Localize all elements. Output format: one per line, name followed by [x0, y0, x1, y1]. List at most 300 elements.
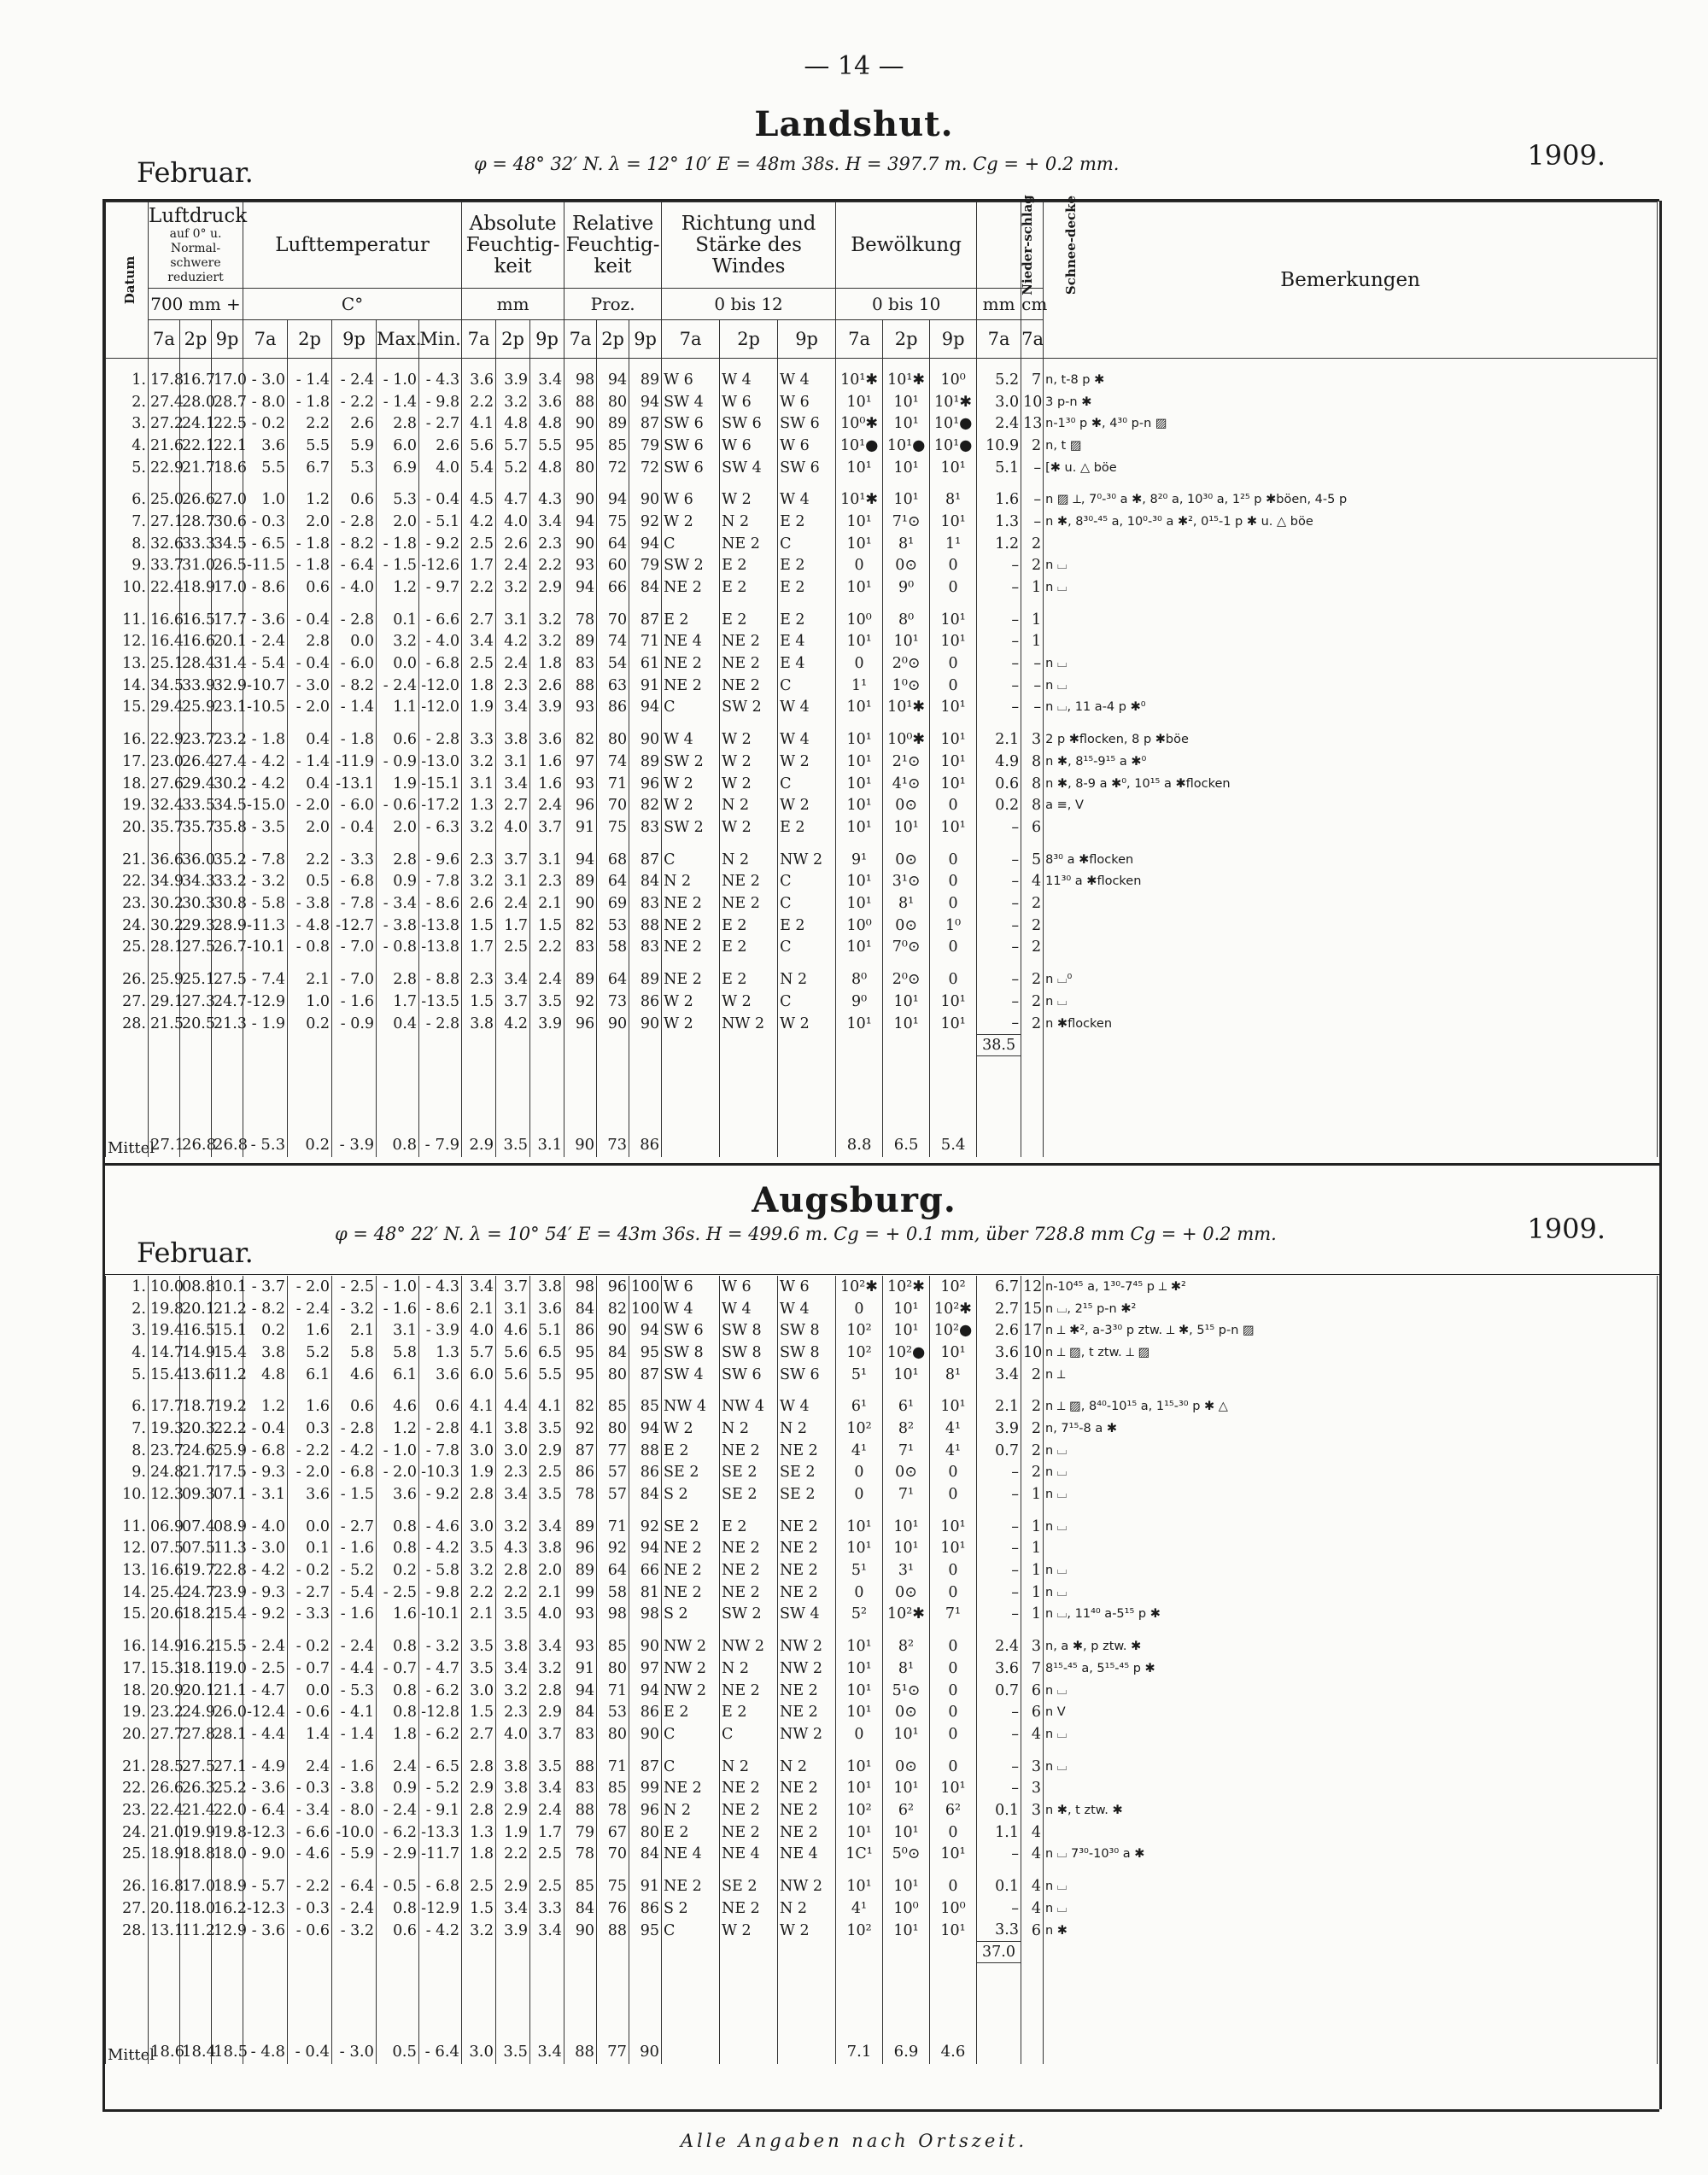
wind-7a: NW 2	[662, 1635, 720, 1658]
cloud-9p: 0	[930, 937, 977, 959]
space-cell	[462, 1963, 496, 2032]
lufttemp-time-t2: 2p	[288, 320, 332, 359]
wind-7a: SW 2	[662, 816, 720, 839]
wind-9p: E 4	[778, 631, 836, 653]
temp-min: - 9.8	[419, 1582, 462, 1604]
temp-9p: - 1.6	[332, 991, 377, 1013]
date: 12.	[106, 1538, 149, 1560]
luftdruck-9p: 34.5	[212, 794, 243, 816]
gap-cell	[332, 1625, 377, 1635]
coords-landshut: φ = 48° 32′ N. λ = 12° 10′ E = 48m 38s. H = 397.7 m. Cg = + 0.2 mm.	[474, 154, 1120, 174]
wind-7a: NE 2	[662, 1538, 720, 1560]
luftdruck-2p: 26.4	[180, 751, 212, 773]
temp-min: - 4.2	[419, 1920, 462, 1942]
table-row	[106, 1756, 1658, 1778]
gap-cell	[597, 599, 629, 609]
temp-9p: - 4.4	[332, 1658, 377, 1680]
cloud-9p: 0	[930, 1756, 977, 1778]
col-header-absfeucht: Absolute Feuchtig-keit	[462, 202, 564, 289]
mittel-cloud-7a: 8.8	[836, 1125, 883, 1157]
wind-2p: NE 2	[720, 892, 778, 915]
gap-cell	[629, 718, 662, 728]
temp-min: -10.3	[419, 1462, 462, 1484]
wind-9p: SW 8	[778, 1342, 836, 1364]
sum-row-cell	[180, 1942, 212, 1963]
luftdruck-7a: 27.4	[149, 391, 180, 413]
snow-cm: 2	[1021, 1013, 1044, 1035]
gap-cell	[629, 1865, 662, 1875]
precip-mm: –	[977, 1701, 1021, 1723]
absfeucht-7a: 1.9	[462, 697, 496, 719]
absfeucht-2p: 4.0	[496, 511, 530, 533]
luftdruck-7a: 29.4	[149, 697, 180, 719]
temp-9p: - 1.8	[332, 728, 377, 751]
absfeucht-9p: 3.5	[530, 1418, 564, 1440]
gap-cell	[1044, 478, 1658, 488]
sum-row-cell	[1044, 1035, 1658, 1056]
relfeucht-2p: 85	[597, 1777, 629, 1799]
temp-2p: - 4.8	[288, 915, 332, 937]
luftdruck-7a: 22.9	[149, 728, 180, 751]
gap-cell	[930, 718, 977, 728]
gap-cell	[332, 1745, 377, 1756]
gap-cell	[778, 1745, 836, 1756]
wind-7a: S 2	[662, 1483, 720, 1506]
wind-7a: W 2	[662, 773, 720, 795]
temp-2p: - 2.7	[288, 1582, 332, 1604]
temp-max: 0.9	[377, 1777, 419, 1799]
spacer-cell	[288, 359, 332, 370]
wind-9p: NE 2	[778, 1440, 836, 1462]
date: 2.	[106, 391, 149, 413]
temp-2p: - 2.2	[288, 1440, 332, 1462]
relfeucht-2p: 53	[597, 915, 629, 937]
cloud-2p: 10¹	[883, 1298, 930, 1320]
cloud-9p: 0	[930, 1635, 977, 1658]
temp-9p: - 6.4	[332, 1875, 377, 1897]
spacer-cell	[106, 359, 149, 370]
absfeucht-9p: 3.1	[530, 849, 564, 871]
temp-max: - 1.0	[377, 1440, 419, 1462]
date: 7.	[106, 1418, 149, 1440]
table-row	[106, 1418, 1658, 1440]
snow-cm: 10	[1021, 1342, 1044, 1364]
wind-7a: NE 2	[662, 675, 720, 697]
gap-cell	[883, 958, 930, 968]
cloud-2p: 10¹	[883, 1920, 930, 1942]
sum-row-cell	[212, 1942, 243, 1963]
unit-lufttemp: C°	[243, 289, 462, 320]
temp-2p: 5.2	[288, 1342, 332, 1364]
luftdruck-2p: 16.5	[180, 1319, 212, 1342]
cloud-2p: 0⊙	[883, 1756, 930, 1778]
space-cell	[332, 1963, 377, 2032]
gap-cell	[149, 1865, 180, 1875]
wind-9p: W 2	[778, 1920, 836, 1942]
cloud-7a: 10²	[836, 1418, 883, 1440]
cloud-2p: 8¹	[883, 892, 930, 915]
cloud-2p: 10¹	[883, 1364, 930, 1386]
wind-2p: NE 2	[720, 1559, 778, 1582]
absfeucht-9p: 3.5	[530, 1483, 564, 1506]
luftdruck-2p: 25.1	[180, 968, 212, 991]
date: 22.	[106, 870, 149, 892]
wind-2p: C	[720, 1723, 778, 1745]
cloud-2p: 10¹✱	[883, 369, 930, 391]
wind-7a: C	[662, 849, 720, 871]
relfeucht-7a: 90	[564, 412, 597, 435]
table-row	[106, 675, 1658, 697]
space-cell	[530, 1056, 564, 1126]
precip-mm: 5.1	[977, 457, 1021, 479]
cloud-9p: 10¹	[930, 1395, 977, 1418]
wind-2p: E 2	[720, 968, 778, 991]
sum-row-cell	[377, 1035, 419, 1056]
absfeucht-7a: 3.4	[462, 1276, 496, 1298]
cloud-2p: 10²●	[883, 1342, 930, 1364]
cloud-9p: 10¹	[930, 1013, 977, 1035]
temp-7a: - 3.2	[243, 870, 288, 892]
relfeucht-2p: 90	[597, 1013, 629, 1035]
absfeucht-9p: 2.2	[530, 937, 564, 959]
gap-cell	[530, 1385, 564, 1395]
wind-9p: NE 2	[778, 1777, 836, 1799]
mittel-absfeucht-9p: 3.4	[530, 2032, 564, 2064]
temp-7a: - 3.6	[243, 1777, 288, 1799]
gap-cell	[1044, 718, 1658, 728]
cloud-7a: 0	[836, 1298, 883, 1320]
table-row	[106, 1635, 1658, 1658]
luftdruck-7a: 25.9	[149, 968, 180, 991]
snow-cm: 6	[1021, 1680, 1044, 1702]
table-row	[106, 1276, 1658, 1298]
luftdruck-9p: 22.1	[212, 435, 243, 457]
wind-2p: E 2	[720, 937, 778, 959]
gap-cell	[530, 958, 564, 968]
remarks	[1044, 892, 1658, 915]
wind-7a: NE 2	[662, 915, 720, 937]
absfeucht-9p: 3.4	[530, 1635, 564, 1658]
table-row	[106, 968, 1658, 991]
wind-7a: W 2	[662, 1013, 720, 1035]
absfeucht-2p: 3.7	[496, 991, 530, 1013]
absfeucht-7a: 1.5	[462, 915, 496, 937]
wind-7a: NE 4	[662, 631, 720, 653]
absfeucht-7a: 3.5	[462, 1635, 496, 1658]
absfeucht-2p: 3.1	[496, 870, 530, 892]
snow-cm: –	[1021, 652, 1044, 675]
cloud-9p: 0	[930, 1483, 977, 1506]
relfeucht-7a: 84	[564, 1897, 597, 1920]
temp-min: - 9.2	[419, 1483, 462, 1506]
snow-cm: 6	[1021, 816, 1044, 839]
wind-2p: NE 2	[720, 1799, 778, 1821]
relfeucht-9p: 79	[629, 435, 662, 457]
temp-min: - 6.5	[419, 1756, 462, 1778]
cloud-9p: 10¹	[930, 816, 977, 839]
relfeucht-7a: 78	[564, 609, 597, 631]
relfeucht-7a: 92	[564, 1418, 597, 1440]
cloud-9p: 0	[930, 555, 977, 577]
absfeucht-9p: 2.4	[530, 794, 564, 816]
absfeucht-7a: 2.5	[462, 1875, 496, 1897]
precip-mm: –	[977, 1538, 1021, 1560]
temp-7a: - 0.4	[243, 1418, 288, 1440]
remarks: n ✱, 8³⁰-⁴⁵ a, 10⁰-³⁰ a ✱², 0¹⁵-1 p ✱ u. △ böe	[1044, 511, 1658, 533]
gap-cell	[977, 599, 1021, 609]
absfeucht-7a: 4.5	[462, 488, 496, 511]
gap-cell	[419, 1625, 462, 1635]
snow-cm: 2	[1021, 533, 1044, 555]
mittel-temp-min: - 7.9	[419, 1125, 462, 1157]
gap-cell	[930, 478, 977, 488]
mittel-label: Mittel	[106, 1125, 149, 1157]
temp-9p: - 4.1	[332, 1701, 377, 1723]
cloud-2p: 10¹	[883, 488, 930, 511]
sum-row-cell	[212, 1035, 243, 1056]
temp-2p: 0.3	[288, 1418, 332, 1440]
wind-9p: NE 2	[778, 1559, 836, 1582]
temp-9p: - 4.0	[332, 576, 377, 599]
wind-7a: NE 2	[662, 1777, 720, 1799]
remarks: n V	[1044, 1701, 1658, 1723]
coords-augsburg: φ = 48° 22′ N. λ = 10° 54′ E = 43m 36s. H = 499.6 m. Cg = + 0.1 mm, über 728.8 mm Cg = + 0.2 mm.	[335, 1224, 1277, 1244]
gap-cell	[149, 1625, 180, 1635]
wind-2p: E 2	[720, 915, 778, 937]
cloud-9p: 0	[930, 1821, 977, 1844]
mittel-row	[106, 2032, 1658, 2064]
luftdruck-7a: 22.4	[149, 576, 180, 599]
gap-cell	[629, 839, 662, 849]
cloud-7a: 9¹	[836, 849, 883, 871]
table-row	[106, 391, 1658, 413]
temp-9p: -13.1	[332, 773, 377, 795]
mittel-relfeucht-9p: 86	[629, 1125, 662, 1157]
sum-row-cell	[332, 1035, 377, 1056]
wind-9p: N 2	[778, 1897, 836, 1920]
absfeucht-2p: 3.8	[496, 1777, 530, 1799]
absfeucht-7a: 3.5	[462, 1658, 496, 1680]
gap-cell	[106, 1506, 149, 1516]
temp-2p: 6.1	[288, 1364, 332, 1386]
relfeucht-time-t2: 2p	[597, 320, 629, 359]
absfeucht-7a: 2.5	[462, 533, 496, 555]
relfeucht-2p: 70	[597, 794, 629, 816]
gap-cell	[1021, 958, 1044, 968]
temp-2p: - 1.4	[288, 369, 332, 391]
sum-row-cell	[836, 1942, 883, 1963]
precip-mm: –	[977, 1559, 1021, 1582]
temp-max: - 1.0	[377, 1276, 419, 1298]
temp-9p: - 8.2	[332, 675, 377, 697]
sum-row-cell	[377, 1942, 419, 1963]
col-header-datum	[106, 202, 149, 359]
wind-9p: W 2	[778, 794, 836, 816]
temp-2p: - 2.4	[288, 1298, 332, 1320]
mittel-label: Mittel	[106, 2032, 149, 2064]
table-row	[106, 631, 1658, 653]
absfeucht-7a: 3.3	[462, 728, 496, 751]
gap-cell	[496, 1385, 530, 1395]
relfeucht-9p: 82	[629, 794, 662, 816]
snow-cm: 1	[1021, 631, 1044, 653]
remarks: n ⌴ 7³⁰-10³⁰ a ✱	[1044, 1844, 1658, 1866]
relfeucht-7a: 95	[564, 1342, 597, 1364]
gap-cell	[1044, 1506, 1658, 1516]
precip-mm: 2.1	[977, 728, 1021, 751]
gap-cell	[662, 1506, 720, 1516]
gap-cell	[977, 1506, 1021, 1516]
luftdruck-7a: 24.8	[149, 1462, 180, 1484]
table-row	[106, 794, 1658, 816]
temp-2p: 1.6	[288, 1319, 332, 1342]
gap-cell	[462, 839, 496, 849]
luftdruck-2p: 18.9	[180, 576, 212, 599]
table-row	[106, 870, 1658, 892]
precip-mm: –	[977, 1483, 1021, 1506]
spacer-cell	[377, 359, 419, 370]
absfeucht-9p: 3.4	[530, 1516, 564, 1538]
temp-2p: 3.6	[288, 1483, 332, 1506]
relfeucht-9p: 94	[629, 1680, 662, 1702]
wind-7a: E 2	[662, 609, 720, 631]
luftdruck-time-t7: 7a	[149, 320, 180, 359]
absfeucht-7a: 2.2	[462, 1582, 496, 1604]
temp-9p: - 2.8	[332, 511, 377, 533]
gap-cell	[377, 478, 419, 488]
relfeucht-9p: 84	[629, 870, 662, 892]
wind-2p: SW 8	[720, 1319, 778, 1342]
gap-cell	[883, 1625, 930, 1635]
temp-max: 1.9	[377, 773, 419, 795]
absfeucht-9p: 2.9	[530, 576, 564, 599]
temp-min: - 9.6	[419, 849, 462, 871]
space-cell	[377, 1963, 419, 2032]
gap-cell	[564, 1506, 597, 1516]
space-cell	[462, 1056, 496, 1126]
sum-row-cell	[629, 1035, 662, 1056]
augsburg-table	[105, 1276, 1658, 2064]
snow-cm: 4	[1021, 870, 1044, 892]
mittel-absfeucht-2p: 3.5	[496, 1125, 530, 1157]
temp-9p: - 3.8	[332, 1777, 377, 1799]
cloud-9p: 7¹	[930, 1604, 977, 1626]
gap-cell	[720, 1745, 778, 1756]
table-row	[106, 892, 1658, 915]
gap-cell	[977, 1745, 1021, 1756]
temp-7a: - 5.8	[243, 892, 288, 915]
cloud-9p: 0	[930, 1723, 977, 1745]
absfeucht-9p: 5.5	[530, 1364, 564, 1386]
precip-mm: 0.1	[977, 1799, 1021, 1821]
temp-7a: - 8.0	[243, 391, 288, 413]
cloud-2p: 10¹	[883, 1538, 930, 1560]
space-cell	[930, 1963, 977, 2032]
absfeucht-7a: 3.0	[462, 1516, 496, 1538]
gap-cell	[377, 1625, 419, 1635]
mittel-remarks-empty	[1044, 1125, 1658, 1157]
relfeucht-7a: 89	[564, 631, 597, 653]
gap-cell	[1021, 1385, 1044, 1395]
absfeucht-2p: 5.2	[496, 457, 530, 479]
luftdruck-7a: 16.6	[149, 609, 180, 631]
luftdruck-7a: 07.5	[149, 1538, 180, 1560]
relfeucht-7a: 94	[564, 576, 597, 599]
cloud-9p: 0	[930, 870, 977, 892]
relfeucht-2p: 64	[597, 968, 629, 991]
absfeucht-9p: 2.1	[530, 892, 564, 915]
luftdruck-2p: 21.7	[180, 457, 212, 479]
relfeucht-7a: 93	[564, 697, 597, 719]
temp-min: - 8.8	[419, 968, 462, 991]
relfeucht-9p: 97	[629, 1658, 662, 1680]
date: 27.	[106, 1897, 149, 1920]
temp-max: - 0.5	[377, 1875, 419, 1897]
luftdruck-7a: 17.7	[149, 1395, 180, 1418]
augsburg-top-rule	[102, 1274, 1659, 1275]
relfeucht-9p: 94	[629, 533, 662, 555]
sum-row-cell	[883, 1035, 930, 1056]
luftdruck-7a: 22.9	[149, 457, 180, 479]
temp-max: 6.9	[377, 457, 419, 479]
cloud-7a: 10²	[836, 1799, 883, 1821]
temp-7a: - 4.7	[243, 1680, 288, 1702]
precip-mm: –	[977, 1582, 1021, 1604]
snow-cm: 2	[1021, 1462, 1044, 1484]
bewoelkung-time-t9: 9p	[930, 320, 977, 359]
temp-7a: - 6.8	[243, 1440, 288, 1462]
precip-mm: –	[977, 991, 1021, 1013]
temp-9p: 5.9	[332, 435, 377, 457]
sum-row-cell	[662, 1942, 720, 1963]
precip-mm: 2.4	[977, 1635, 1021, 1658]
luftdruck-2p: 24.9	[180, 1701, 212, 1723]
temp-9p: - 3.3	[332, 849, 377, 871]
gap-cell	[462, 1745, 496, 1756]
temp-9p: - 8.2	[332, 533, 377, 555]
cloud-7a: 10¹	[836, 1680, 883, 1702]
snow-cm: 4	[1021, 1821, 1044, 1844]
mittel-cloud-2p: 6.5	[883, 1125, 930, 1157]
gap-cell	[564, 478, 597, 488]
snow-cm: –	[1021, 457, 1044, 479]
gap-cell	[1021, 478, 1044, 488]
temp-9p: - 1.4	[332, 697, 377, 719]
temp-9p: - 7.0	[332, 968, 377, 991]
table-row	[106, 533, 1658, 555]
gap-cell	[212, 958, 243, 968]
snow-cm: 8	[1021, 751, 1044, 773]
space-cell	[662, 1056, 720, 1126]
temp-7a: -10.7	[243, 675, 288, 697]
luftdruck-7a: 25.1	[149, 652, 180, 675]
niederschlag-time: 7a	[977, 320, 1021, 359]
spacer-cell	[836, 359, 883, 370]
cloud-7a: 10¹	[836, 457, 883, 479]
absfeucht-7a: 3.6	[462, 369, 496, 391]
gap-cell	[629, 1385, 662, 1395]
snow-cm: 4	[1021, 1723, 1044, 1745]
temp-2p: 2.2	[288, 849, 332, 871]
cloud-2p: 8²	[883, 1635, 930, 1658]
relfeucht-9p: 72	[629, 457, 662, 479]
sum-row-cell	[930, 1942, 977, 1963]
absfeucht-7a: 2.3	[462, 849, 496, 871]
gap-cell	[720, 958, 778, 968]
gap-cell	[332, 839, 377, 849]
temp-7a: - 3.1	[243, 1483, 288, 1506]
absfeucht-2p: 4.8	[496, 412, 530, 435]
